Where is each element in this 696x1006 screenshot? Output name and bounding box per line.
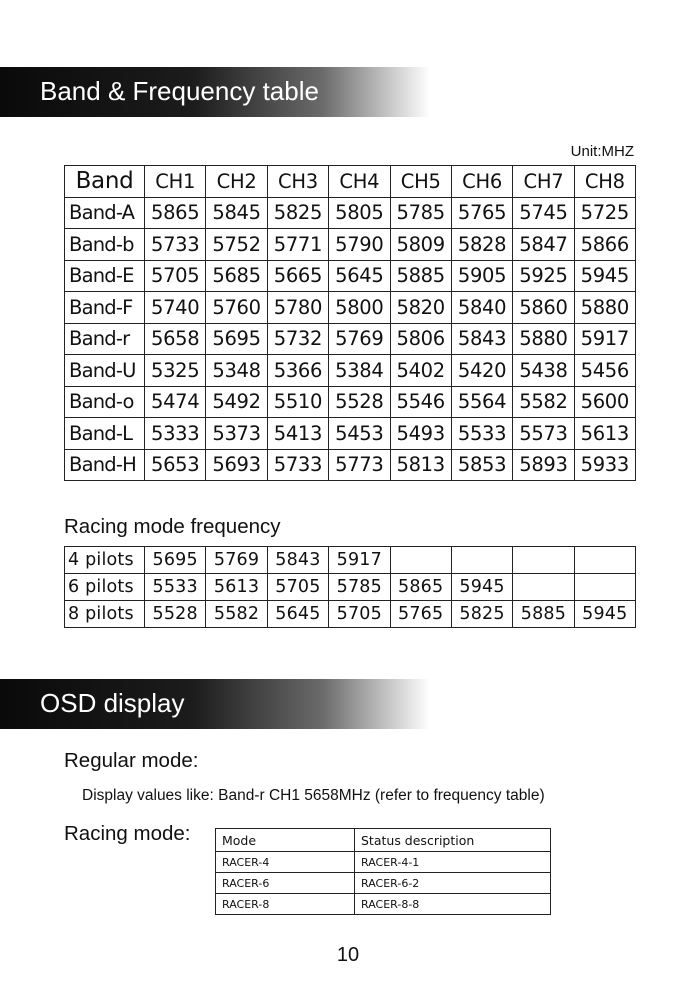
frequency-cell: 5528: [329, 386, 390, 418]
frequency-cell: 5905: [451, 260, 512, 292]
frequency-cell: 5880: [513, 323, 574, 355]
band-name-cell: Band-o: [65, 386, 145, 418]
frequency-cell: 5582: [513, 386, 574, 418]
display-example-text: Display values like: Band-r CH1 5658MHz (refer to frequency table): [82, 787, 545, 804]
frequency-cell: 5790: [329, 229, 390, 261]
frequency-cell: 5785: [390, 197, 451, 229]
racing-frequency-table: [64, 546, 636, 628]
racing-frequency-cell: 5825: [451, 601, 512, 628]
frequency-cell: 5771: [267, 229, 328, 261]
frequency-cell: 5366: [267, 355, 328, 387]
frequency-cell: 5866: [574, 229, 635, 261]
frequency-cell: 5325: [145, 355, 206, 387]
band-name-cell: Band-b: [65, 229, 145, 261]
frequency-cell: 5384: [329, 355, 390, 387]
racing-row: [65, 547, 636, 574]
racing-frequency-cell: 5705: [267, 574, 328, 601]
osd-section-title: OSD display: [40, 688, 185, 718]
band-name-cell: Band-U: [65, 355, 145, 387]
frequency-cell: 5453: [329, 418, 390, 450]
frequency-cell: 5880: [574, 292, 635, 324]
band-name-cell: Band-r: [65, 323, 145, 355]
pilot-count-cell: 8 pilots: [65, 601, 145, 628]
frequency-row: [65, 355, 636, 387]
mode-cell: RACER-4: [216, 852, 355, 873]
frequency-cell: 5693: [206, 449, 267, 481]
status-cell: RACER-8-8: [355, 894, 551, 915]
racing-frequency-cell: [451, 547, 512, 574]
frequency-cell: 5840: [451, 292, 512, 324]
frequency-cell: 5493: [390, 418, 451, 450]
regular-mode-label: Regular mode:: [64, 749, 199, 772]
frequency-row: [65, 323, 636, 355]
unit-label: Unit:MHZ: [570, 143, 634, 160]
frequency-cell: 5653: [145, 449, 206, 481]
frequency-cell: 5745: [513, 197, 574, 229]
racing-row: [65, 574, 636, 601]
channel-header: CH1: [145, 166, 206, 198]
frequency-cell: 5456: [574, 355, 635, 387]
racing-frequency-cell: 5582: [206, 601, 267, 628]
frequency-cell: 5809: [390, 229, 451, 261]
frequency-cell: 5474: [145, 386, 206, 418]
channel-header: CH8: [574, 166, 635, 198]
frequency-cell: 5658: [145, 323, 206, 355]
racing-frequency-cell: 5528: [145, 601, 206, 628]
frequency-cell: 5685: [206, 260, 267, 292]
status-cell: RACER-4-1: [355, 852, 551, 873]
frequency-cell: 5665: [267, 260, 328, 292]
frequency-cell: 5752: [206, 229, 267, 261]
frequency-cell: 5732: [267, 323, 328, 355]
frequency-cell: 5865: [145, 197, 206, 229]
band-section-header: [0, 67, 430, 117]
channel-header: CH5: [390, 166, 451, 198]
frequency-row: [65, 449, 636, 481]
racing-frequency-cell: 5613: [206, 574, 267, 601]
frequency-cell: 5760: [206, 292, 267, 324]
status-cell: RACER-6-2: [355, 873, 551, 894]
channel-header: CH4: [329, 166, 390, 198]
frequency-cell: 5695: [206, 323, 267, 355]
frequency-cell: 5546: [390, 386, 451, 418]
racing-frequency-title: Racing mode frequency: [64, 515, 281, 538]
racing-frequency-cell: 5695: [145, 547, 206, 574]
racing-frequency-cell: 5843: [267, 547, 328, 574]
band-section-title: Band & Frequency table: [40, 76, 319, 106]
mode-row: [216, 894, 551, 915]
frequency-cell: 5805: [329, 197, 390, 229]
racing-frequency-cell: [513, 574, 574, 601]
frequency-row: [65, 386, 636, 418]
racing-frequency-cell: [574, 574, 635, 601]
mode-row: [216, 852, 551, 873]
frequency-cell: 5600: [574, 386, 635, 418]
channel-header: CH6: [451, 166, 512, 198]
frequency-row: [65, 418, 636, 450]
frequency-cell: 5860: [513, 292, 574, 324]
frequency-cell: 5725: [574, 197, 635, 229]
frequency-cell: 5917: [574, 323, 635, 355]
frequency-cell: 5740: [145, 292, 206, 324]
frequency-cell: 5413: [267, 418, 328, 450]
mode-header: Mode: [216, 829, 355, 852]
band-name-cell: Band-A: [65, 197, 145, 229]
frequency-table-header: [65, 166, 636, 198]
frequency-cell: 5438: [513, 355, 574, 387]
band-name-cell: Band-F: [65, 292, 145, 324]
frequency-cell: 5853: [451, 449, 512, 481]
frequency-cell: 5773: [329, 449, 390, 481]
racing-frequency-cell: [513, 547, 574, 574]
channel-header: CH2: [206, 166, 267, 198]
frequency-cell: 5564: [451, 386, 512, 418]
channel-header: CH7: [513, 166, 574, 198]
racing-frequency-cell: [390, 547, 451, 574]
frequency-table: [64, 165, 636, 481]
frequency-cell: 5893: [513, 449, 574, 481]
racing-frequency-cell: 5885: [513, 601, 574, 628]
frequency-cell: 5733: [145, 229, 206, 261]
frequency-cell: 5843: [451, 323, 512, 355]
frequency-row: [65, 292, 636, 324]
frequency-cell: 5373: [206, 418, 267, 450]
band-column-header: Band: [65, 166, 145, 198]
frequency-cell: 5533: [451, 418, 512, 450]
frequency-cell: 5925: [513, 260, 574, 292]
channel-header: CH3: [267, 166, 328, 198]
frequency-row: [65, 197, 636, 229]
racing-frequency-cell: 5865: [390, 574, 451, 601]
racing-frequency-cell: 5945: [574, 601, 635, 628]
frequency-cell: 5705: [145, 260, 206, 292]
racing-frequency-cell: 5785: [329, 574, 390, 601]
mode-row: [216, 873, 551, 894]
frequency-cell: 5806: [390, 323, 451, 355]
band-name-cell: Band-L: [65, 418, 145, 450]
racing-frequency-cell: 5645: [267, 601, 328, 628]
racing-mode-label: Racing mode:: [64, 822, 191, 845]
frequency-cell: 5348: [206, 355, 267, 387]
frequency-row: [65, 260, 636, 292]
mode-cell: RACER-8: [216, 894, 355, 915]
band-name-cell: Band-H: [65, 449, 145, 481]
frequency-cell: 5847: [513, 229, 574, 261]
frequency-cell: 5780: [267, 292, 328, 324]
band-name-cell: Band-E: [65, 260, 145, 292]
frequency-cell: 5845: [206, 197, 267, 229]
frequency-cell: 5733: [267, 449, 328, 481]
racing-frequency-cell: 5533: [145, 574, 206, 601]
frequency-cell: 5765: [451, 197, 512, 229]
frequency-cell: 5769: [329, 323, 390, 355]
osd-section-header: [0, 679, 430, 729]
frequency-cell: 5828: [451, 229, 512, 261]
frequency-cell: 5825: [267, 197, 328, 229]
mode-cell: RACER-6: [216, 873, 355, 894]
frequency-cell: 5813: [390, 449, 451, 481]
racing-frequency-cell: 5769: [206, 547, 267, 574]
pilot-count-cell: 4 pilots: [65, 547, 145, 574]
frequency-cell: 5885: [390, 260, 451, 292]
frequency-row: [65, 229, 636, 261]
racing-frequency-cell: 5765: [390, 601, 451, 628]
frequency-cell: 5510: [267, 386, 328, 418]
frequency-cell: 5420: [451, 355, 512, 387]
frequency-cell: 5402: [390, 355, 451, 387]
frequency-cell: 5333: [145, 418, 206, 450]
racing-row: [65, 601, 636, 628]
frequency-cell: 5820: [390, 292, 451, 324]
frequency-cell: 5800: [329, 292, 390, 324]
racing-frequency-cell: 5945: [451, 574, 512, 601]
mode-table-header: [216, 829, 551, 852]
status-description-header: Status description: [355, 829, 551, 852]
frequency-cell: 5613: [574, 418, 635, 450]
racing-frequency-cell: 5705: [329, 601, 390, 628]
racing-mode-table: [215, 828, 551, 915]
frequency-cell: 5645: [329, 260, 390, 292]
page-number: 10: [336, 944, 360, 966]
frequency-cell: 5492: [206, 386, 267, 418]
racing-frequency-cell: [574, 547, 635, 574]
pilot-count-cell: 6 pilots: [65, 574, 145, 601]
frequency-cell: 5573: [513, 418, 574, 450]
frequency-cell: 5945: [574, 260, 635, 292]
frequency-cell: 5933: [574, 449, 635, 481]
racing-frequency-cell: 5917: [329, 547, 390, 574]
